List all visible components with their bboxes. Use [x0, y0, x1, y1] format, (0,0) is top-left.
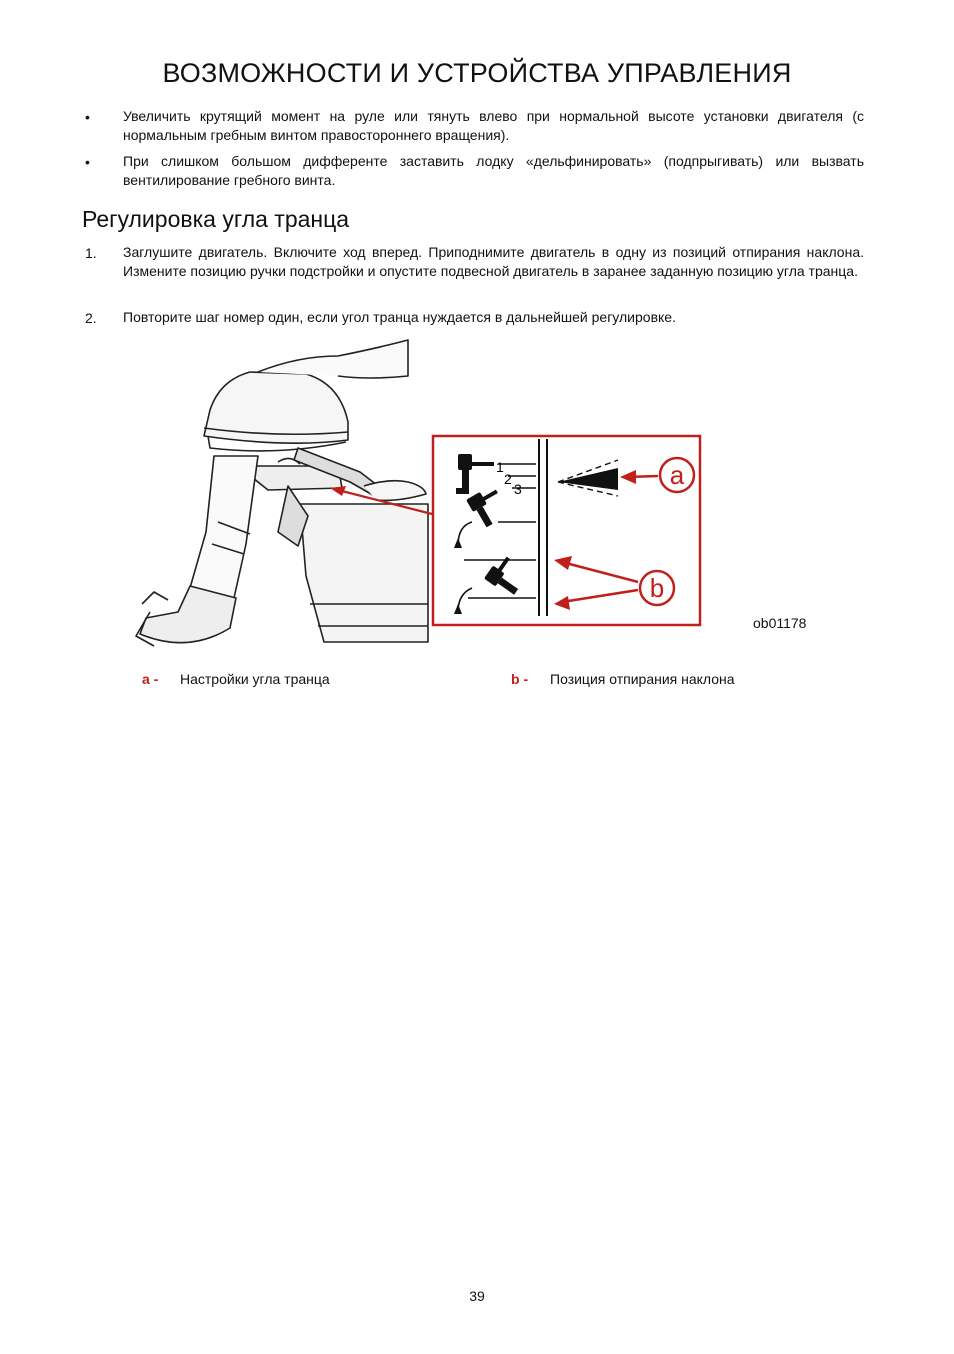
- figure-id: ob01178: [753, 615, 807, 631]
- legend-text-a: Настройки угла транца: [180, 671, 330, 687]
- tilt-number: 1: [496, 459, 504, 475]
- page-number: 39: [469, 1288, 485, 1304]
- tilt-number: 2: [504, 471, 512, 487]
- legend-key-a: a -: [142, 671, 159, 687]
- bullet-text: Увеличить крутящий момент на руле или тянуть влево при нормальной высоте установки двигателя (с нормальным гребным винтом правостороннего вращения).: [123, 108, 864, 143]
- bullet-marker: •: [85, 109, 90, 125]
- page-title: ВОЗМОЖНОСТИ И УСТРОЙСТВА УПРАВЛЕНИЯ: [162, 58, 792, 88]
- legend-key-b: b -: [511, 671, 529, 687]
- step-number: 2.: [85, 310, 97, 326]
- callout-b-label: b: [649, 573, 665, 603]
- step-text: Заглушите двигатель. Включите ход вперед. Приподнимите двигатель в одну из позиций отпирания наклона. Измените позицию ручки подстройки и опустите подвесной двигатель в заранее заданную позицию угла транца.: [123, 244, 864, 279]
- bullet-text: При слишком большом дифференте заставить лодку «дельфинировать» (подпрыгивать) или вызвать вентилирование гребного винта.: [123, 153, 864, 188]
- tilt-number: 3: [514, 481, 522, 497]
- step-text: Повторите шаг номер один, если угол транца нуждается в дальнейшей регулировке.: [123, 309, 676, 325]
- section-title: Регулировка угла транца: [82, 206, 350, 232]
- legend-text-b: Позиция отпирания наклона: [550, 671, 735, 687]
- step-number: 1.: [85, 245, 97, 261]
- callout-a-label: a: [669, 460, 685, 490]
- outboard-motor-illustration: [128, 336, 728, 666]
- bullet-marker: •: [85, 154, 90, 170]
